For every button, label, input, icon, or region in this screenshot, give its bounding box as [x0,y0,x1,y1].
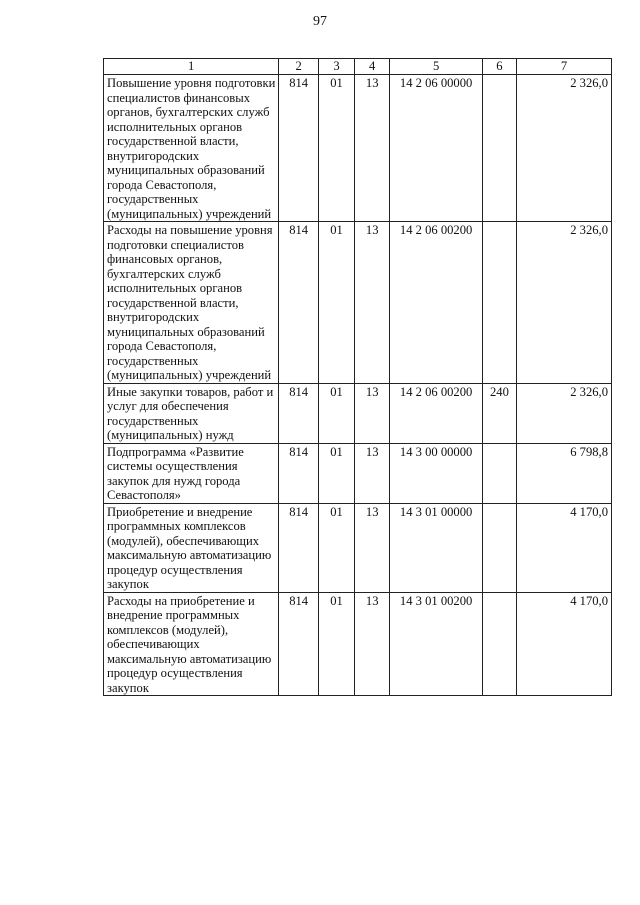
table-row [104,222,612,384]
ministry-code: 814 [279,503,319,592]
amount: 6 798,8 [516,443,611,503]
subsection-code: 13 [355,443,390,503]
row-name: Расходы на приобретение и внедрение программных комплексов (модулей), обеспечивающих максимальную автоматизацию процедур осуществления закупок [104,592,279,696]
section-code: 01 [318,75,354,222]
table-row [104,503,612,592]
header-cell: 2 [279,59,319,75]
row-name: Подпрограмма «Развитие системы осуществления закупок для нужд города Севастополя» [104,443,279,503]
subsection-code: 13 [355,383,390,443]
expense-type-code [482,592,516,696]
target-code: 14 3 00 00000 [390,443,483,503]
row-name: Приобретение и внедрение программных комплексов (модулей), обеспечивающих максимальную автоматизацию процедур осуществления закупок [104,503,279,592]
table-row [104,75,612,222]
expense-type-code [482,503,516,592]
header-cell: 1 [104,59,279,75]
expense-type-code: 240 [482,383,516,443]
section-code: 01 [318,222,354,384]
table-row [104,592,612,696]
expense-type-code [482,443,516,503]
row-name: Иные закупки товаров, работ и услуг для обеспечения государственных (муниципальных) нужд [104,383,279,443]
amount: 2 326,0 [516,75,611,222]
header-cell: 3 [318,59,354,75]
section-code: 01 [318,503,354,592]
ministry-code: 814 [279,222,319,384]
target-code: 14 2 06 00200 [390,222,483,384]
header-cell: 4 [355,59,390,75]
expense-type-code [482,222,516,384]
ministry-code: 814 [279,443,319,503]
target-code: 14 2 06 00000 [390,75,483,222]
ministry-code: 814 [279,75,319,222]
page-number: 97 [313,14,327,29]
header-cell: 6 [482,59,516,75]
subsection-code: 13 [355,75,390,222]
budget-table [103,58,612,696]
subsection-code: 13 [355,222,390,384]
subsection-code: 13 [355,503,390,592]
expense-type-code [482,75,516,222]
table-row [104,383,612,443]
amount: 4 170,0 [516,503,611,592]
amount: 4 170,0 [516,592,611,696]
section-code: 01 [318,383,354,443]
target-code: 14 3 01 00000 [390,503,483,592]
target-code: 14 2 06 00200 [390,383,483,443]
ministry-code: 814 [279,383,319,443]
table-row [104,443,612,503]
row-name: Повышение уровня подготовки специалистов финансовых органов, бухгалтерских служб исполнительных органов государственной власти, внутригородских муниципальных образований города Севастополя, государственных (муниципальных) учреждений [104,75,279,222]
header-cell: 7 [516,59,611,75]
ministry-code: 814 [279,592,319,696]
header-row [104,59,612,75]
header-cell: 5 [390,59,483,75]
section-code: 01 [318,443,354,503]
target-code: 14 3 01 00200 [390,592,483,696]
section-code: 01 [318,592,354,696]
amount: 2 326,0 [516,222,611,384]
amount: 2 326,0 [516,383,611,443]
row-name: Расходы на повышение уровня подготовки специалистов финансовых органов, бухгалтерских служб исполнительных органов государственной власти, внутригородских муниципальных образований города Севастополя, государственных (муниципальных) учреждений [104,222,279,384]
subsection-code: 13 [355,592,390,696]
